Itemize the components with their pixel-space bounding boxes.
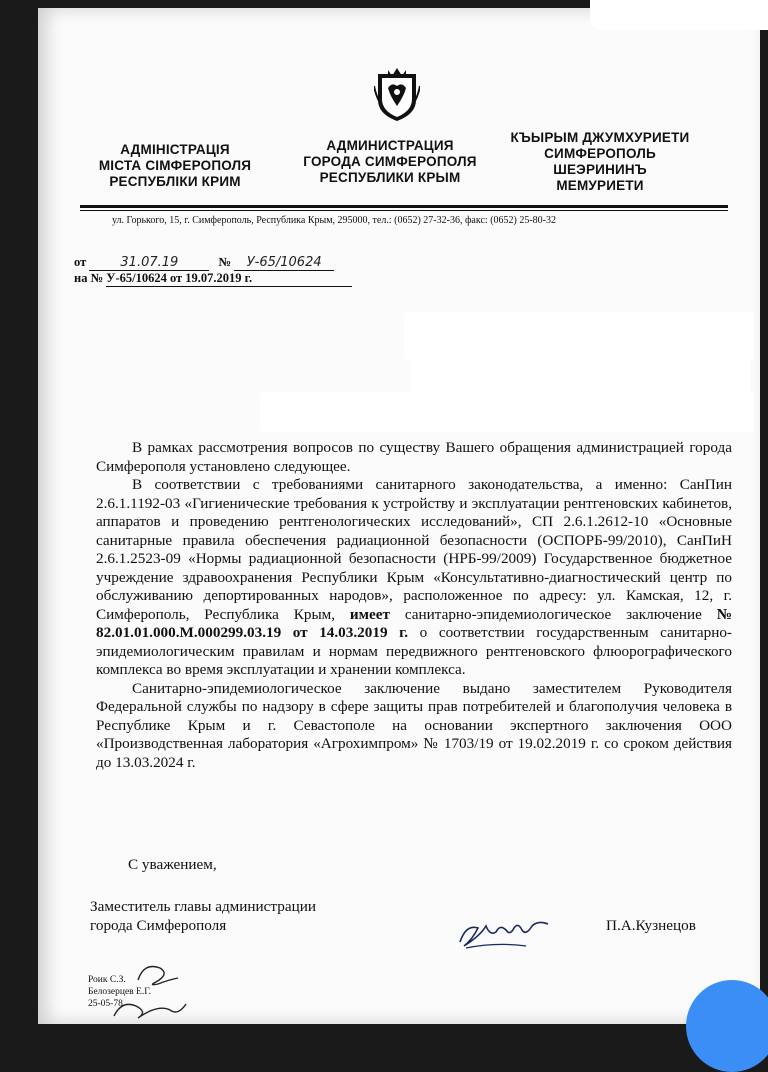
executor-line: 25-05-78 [88,999,123,1009]
reply-reference [74,271,352,287]
position-line: Заместитель главы администрации [90,898,316,915]
header-line: МЕМУРИЕТИ [556,178,644,193]
handwritten-signature [456,906,556,954]
header-line: АДМІНІСТРАЦІЯ [120,142,230,157]
header-line: РЕСПУБЛІКИ КРИМ [109,174,241,189]
signer-position [90,897,316,935]
redaction-corner [590,0,768,30]
executor-line: Роик С.З. [88,975,126,985]
header-line: АДМИНИСТРАЦИЯ [326,138,454,153]
header-line: ШЕЭРИНИНЪ [553,162,647,177]
outgoing-reference [74,255,334,271]
header-line: КЪЫРЫМ ДЖУМХУРИЕТИ [510,130,690,145]
outgoing-number: У-65/10624 [246,255,322,270]
executor-line: Белозерцев Е.Г. [88,987,152,997]
signer-name: П.А.Кузнецов [606,917,696,934]
header-crimean-tatar [500,130,700,194]
floating-action-button[interactable] [686,980,768,1072]
header-ukrainian [80,142,270,190]
bold-text: № 82.01.01.000.М.000299.03.19 от 14.03.2019 г. [96,605,733,641]
redacted-recipient [404,312,754,360]
bold-text: имеет [349,605,390,623]
redacted-recipient [260,392,754,432]
header-line: ГОРОДА СИМФЕРОПОЛЯ [303,154,477,169]
reply-value: У-65/10624 от 19.07.2019 г. [106,271,253,285]
closing-regards: С уважением, [128,856,217,873]
paragraph: В рамках рассмотрения вопросов по существу Вашего обращения администрацией города Симферополя установлено следующее. [96,439,732,475]
position-line: города Симферополя [90,917,227,934]
letter-body [96,439,732,772]
header-russian [285,138,495,186]
header-rule-thin [80,210,728,211]
header-line: РЕСПУБЛИКИ КРЫМ [319,170,461,185]
coat-of-arms-icon [374,66,420,122]
outgoing-date: 31.07.19 [120,255,179,270]
header-line: СИМФЕРОПОЛЬ [544,146,656,161]
address-line: ул. Горького, 15, г. Симферополь, Республика Крым, 295000, тел.: (0652) 27-32-36, факс: (0652) 25-80-32 [112,215,557,226]
reply-label: на № [74,271,104,285]
paragraph: В соответствии с требованиями санитарного законодательства, а именно: СанПин 2.6.1.1192-03 «Гигиенические требования к устройству и эксплуатации рентгеновских кабинетов, аппаратов и проведению рентгенологических исследований», СП 2.6.1.2612-10 «Основные санитарные правила обеспечения радиационной безопасности (ОСПОРБ-99/2010), СанПиН 2.6.1.2523-09 «Нормы радиационной безопасности (НРБ-99/2009) Государственное бюджетное учреждение здравоохранения Республики Крым «Консультативно-диагностический центр по обслуживанию депортированных народов», расположенное по адресу: ул. Камская, 12, г. Симферополь, Республика Крым, имеет санитарно-эпидемиологическое заключение № 82.01.01.000.М.000299.03.19 от 14.03.2019 г. о соответствии государственным санитарно-эпидемиологическим правилам и нормам передвижного рентгеновского флюорографического комплекса во время эксплуатации и хранении комплекса. [96,476,733,678]
executor-signatures [108,960,208,1024]
header-rule-thick [80,205,728,208]
header-line: МІСТА СІМФЕРОПОЛЯ [98,158,252,173]
paragraph: Санитарно-эпидемиологическое заключение выдано заместителем Руководителя Федеральной службы по надзору в сфере защиты прав потребителей и благополучия человека в Республике Крым и г. Севастополе на основании экспертного заключения ООО «Производственная лаборатория «Агрохимпром» № 1703/19 от 19.02.2019 г. со сроком действия до 13.03.2024 г. [96,679,732,771]
from-label: от [74,255,87,269]
redacted-recipient [410,354,750,394]
number-label: № [218,255,232,269]
